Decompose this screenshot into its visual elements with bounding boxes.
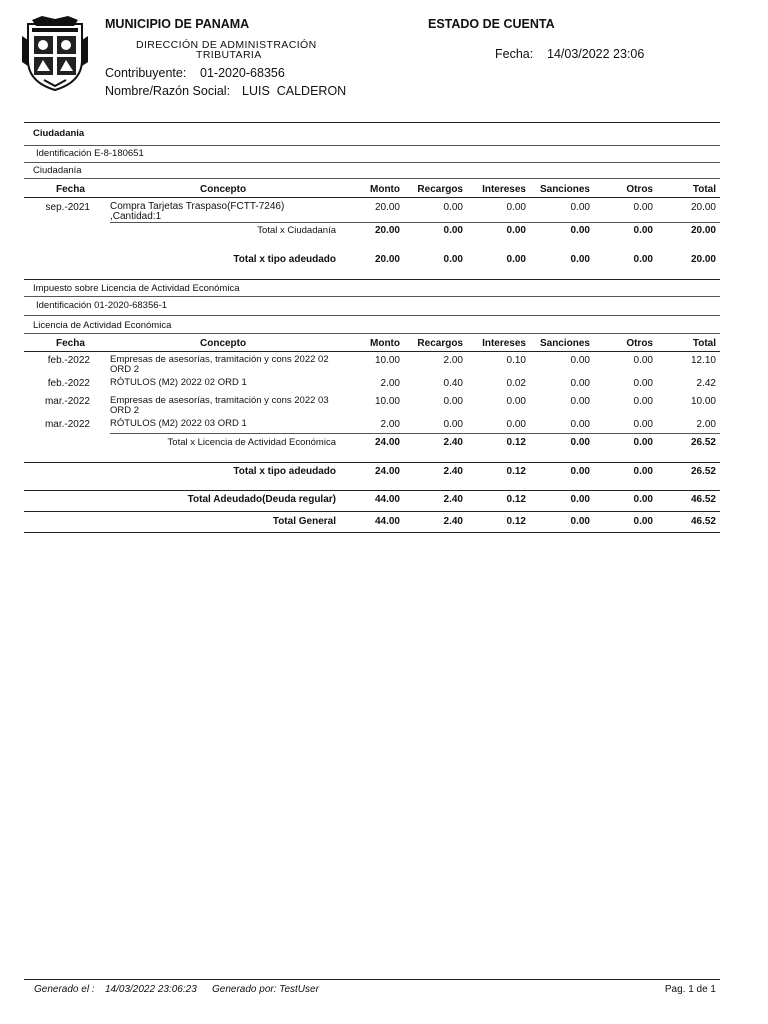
col-concepto: Concepto [200,338,247,349]
divider [24,296,720,297]
tipo-total-otros: 0.00 [633,466,653,477]
contribuyente-value: 01-2020-68356 [200,66,285,80]
tipo-total-recargos: 2.40 [443,466,463,477]
col-intereses: Intereses [482,184,526,195]
section1-category: Ciudadanía [33,165,82,176]
subtotal-monto: 24.00 [374,437,400,448]
subtotal-label: Total x Ciudadanía [257,225,336,236]
col-recargos: Recargos [417,184,463,195]
section1-title: Ciudadania [33,128,85,139]
divider [110,222,720,223]
cell-recargos: 2.00 [443,355,463,366]
divider [24,178,720,179]
cell-recargos: 0.00 [443,396,463,407]
cell-concepto: RÓTULOS (M2) 2022 03 ORD 1 [110,418,247,429]
subtotal-monto: 20.00 [374,225,400,236]
cell-monto: 10.00 [374,396,400,407]
footer-generado-el-label: Generado el : [34,984,95,995]
cell-otros: 0.00 [633,378,653,389]
col-total: Total [692,184,716,195]
fecha-value: 14/03/2022 23:06 [547,47,645,61]
divider [24,162,720,163]
total-general-otros: 0.00 [633,516,653,527]
cell-sanciones: 0.00 [570,396,590,407]
cell-fecha: feb.-2022 [47,355,90,366]
divider [24,315,720,316]
subtotal-intereses: 0.12 [506,437,526,448]
fecha-label: Fecha: [495,47,534,61]
cell-otros: 0.00 [633,396,653,407]
cell-concepto: RÓTULOS (M2) 2022 02 ORD 1 [110,377,247,388]
col-otros: Otros [626,184,653,195]
cell-fecha: sep.-2021 [45,202,90,213]
divider [24,145,720,146]
cell-sanciones: 0.00 [570,378,590,389]
document-title: ESTADO DE CUENTA [428,17,555,31]
total-adeudado-total: 46.52 [690,494,716,505]
cell-concepto: Compra Tarjetas Traspaso(FCTT-7246) ,Cantidad:1 [110,201,285,222]
col-total: Total [692,338,716,349]
tipo-total-monto: 24.00 [374,466,400,477]
cell-monto: 2.00 [380,378,400,389]
divider [24,351,720,352]
section2-identificacion: Identificación 01-2020-68356-1 [36,300,167,311]
total-adeudado-sanciones: 0.00 [570,494,590,505]
cell-total: 2.00 [696,419,716,430]
cell-otros: 0.00 [633,419,653,430]
col-otros: Otros [626,338,653,349]
subtotal-otros: 0.00 [633,437,653,448]
cell-concepto: Empresas de asesorías, tramitación y cons 2022 03 ORD 2 [110,395,329,416]
tipo-total-label: Total x tipo adeudado [233,254,336,265]
subtotal-recargos: 0.00 [443,225,463,236]
divider [24,197,720,198]
col-sanciones: Sanciones [539,338,590,349]
cell-sanciones: 0.00 [570,202,590,213]
total-general-monto: 44.00 [374,516,400,527]
section1-identificacion: Identificación E-8-180651 [36,148,144,159]
cell-otros: 0.00 [633,355,653,366]
tipo-total-intereses: 0.00 [506,254,526,265]
municipality-name: MUNICIPIO DE PANAMA [105,17,250,31]
cell-otros: 0.00 [633,202,653,213]
cell-total: 10.00 [690,396,716,407]
total-adeudado-recargos: 2.40 [443,494,463,505]
divider [24,490,720,491]
cell-concepto: Empresas de asesorías, tramitación y cons 2022 02 ORD 2 [110,354,329,375]
cell-fecha: mar.-2022 [44,419,90,430]
cell-intereses: 0.10 [506,355,526,366]
divider [24,532,720,533]
cell-sanciones: 0.00 [570,419,590,430]
nombre-value: LUIS CALDERON [242,84,347,98]
cell-recargos: 0.00 [443,202,463,213]
cell-fecha: feb.-2022 [47,378,90,389]
contribuyente-label: Contribuyente: [105,66,187,80]
tipo-total-total: 20.00 [690,254,716,265]
tipo-total-sanciones: 0.00 [570,466,590,477]
tipo-total-total: 26.52 [690,466,716,477]
subtotal-intereses: 0.00 [506,225,526,236]
divider [24,279,720,280]
total-general-recargos: 2.40 [443,516,463,527]
cell-intereses: 0.00 [506,202,526,213]
cell-total: 2.42 [696,378,716,389]
subtotal-otros: 0.00 [633,225,653,236]
cell-recargos: 0.40 [443,378,463,389]
tipo-total-otros: 0.00 [633,254,653,265]
divider [110,433,720,434]
subtotal-label: Total x Licencia de Actividad Económica [167,437,336,448]
divider [24,122,720,123]
subtotal-total: 26.52 [690,437,716,448]
total-adeudado-intereses: 0.12 [506,494,526,505]
footer-generado-por: Generado por: TestUser [212,984,319,995]
section2-title: Impuesto sobre Licencia de Actividad Económica [33,283,240,294]
divider [24,511,720,512]
total-general-label: Total General [272,516,336,527]
col-sanciones: Sanciones [539,184,590,195]
col-fecha: Fecha [56,184,85,195]
direction-line-2: TRIBUTARIA [196,49,262,61]
footer-page-number: Pag. 1 de 1 [664,984,716,995]
cell-monto: 20.00 [374,202,400,213]
total-adeudado-monto: 44.00 [374,494,400,505]
tipo-total-label: Total x tipo adeudado [233,466,336,477]
cell-intereses: 0.00 [506,419,526,430]
cell-fecha: mar.-2022 [44,396,90,407]
total-general-total: 46.52 [690,516,716,527]
tipo-total-sanciones: 0.00 [570,254,590,265]
col-intereses: Intereses [482,338,526,349]
divider [24,462,720,463]
cell-sanciones: 0.00 [570,355,590,366]
cell-total: 20.00 [690,202,716,213]
col-concepto: Concepto [200,184,247,195]
subtotal-sanciones: 0.00 [570,437,590,448]
tipo-total-monto: 20.00 [374,254,400,265]
col-fecha: Fecha [56,338,85,349]
total-adeudado-label: Total Adeudado(Deuda regular) [187,494,336,505]
tipo-total-recargos: 0.00 [443,254,463,265]
subtotal-total: 20.00 [690,225,716,236]
cell-intereses: 0.00 [506,396,526,407]
total-adeudado-otros: 0.00 [633,494,653,505]
col-recargos: Recargos [417,338,463,349]
col-monto: Monto [370,184,400,195]
section2-category: Licencia de Actividad Económica [33,320,172,331]
total-general-sanciones: 0.00 [570,516,590,527]
nombre-label: Nombre/Razón Social: [105,84,231,98]
municipality-seal-icon [22,16,88,92]
cell-monto: 2.00 [380,419,400,430]
divider [24,333,720,334]
tipo-total-intereses: 0.12 [506,466,526,477]
cell-intereses: 0.02 [506,378,526,389]
footer-divider [24,979,720,980]
cell-recargos: 0.00 [443,419,463,430]
total-general-intereses: 0.12 [506,516,526,527]
col-monto: Monto [370,338,400,349]
subtotal-sanciones: 0.00 [570,225,590,236]
subtotal-recargos: 2.40 [443,437,463,448]
cell-total: 12.10 [690,355,716,366]
cell-monto: 10.00 [374,355,400,366]
direction-line-1: DIRECCIÓN DE ADMINISTRACIÓN [136,39,317,51]
footer-generado-el-value: 14/03/2022 23:06:23 [105,984,197,995]
